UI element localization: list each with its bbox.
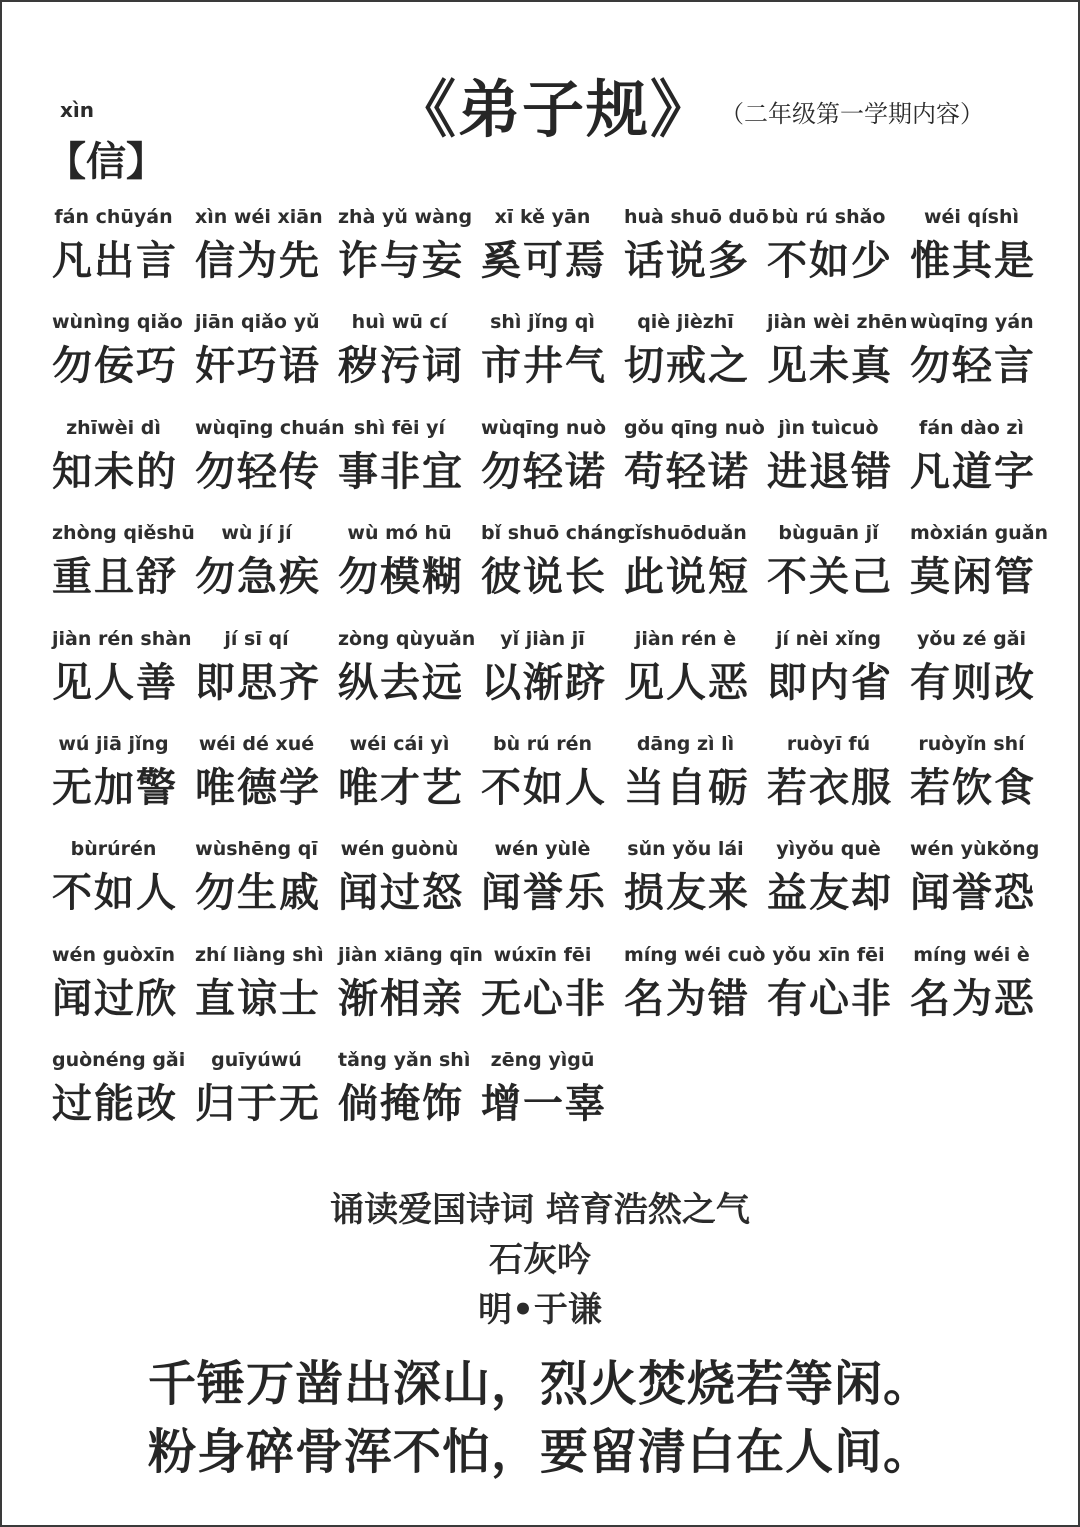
- verse-hanzi: 勿模糊: [338, 554, 464, 601]
- verse-pinyin: zēng yìgū: [490, 1049, 595, 1072]
- verse-cell: [195, 307, 338, 412]
- verse-pinyin: míng wéi cuò: [624, 943, 766, 966]
- verse-pinyin: fán dào zì: [919, 416, 1024, 439]
- verse-pinyin: wúxīn fēi: [493, 943, 592, 966]
- verse-cell: [624, 518, 767, 623]
- verse-pinyin: zhòng qiěshū: [52, 522, 195, 545]
- verse-hanzi: 以渐跻: [481, 659, 607, 706]
- verse-cell: [338, 940, 481, 1045]
- verse-pinyin: xī kě yān: [494, 206, 591, 228]
- verse-cell: [481, 940, 624, 1045]
- verse-hanzi: 无心非: [481, 975, 607, 1022]
- verse-cell: [52, 1045, 195, 1150]
- verse-pinyin: shì fēi yí: [353, 416, 446, 439]
- verse-cell: [767, 518, 910, 623]
- verse-pinyin: wùnìng qiǎo: [52, 311, 183, 334]
- verse-pinyin: yǐ jiàn jī: [500, 627, 585, 650]
- verse-cell: [624, 940, 767, 1045]
- verse-pinyin: ruòyǐn shí: [918, 732, 1025, 755]
- verse-hanzi: 有心非: [767, 975, 893, 1022]
- poem-title: 石灰吟: [489, 1240, 591, 1280]
- verse-hanzi: 损友来: [624, 870, 750, 917]
- section-pinyin: xìn: [60, 98, 94, 122]
- verse-cell: [195, 1045, 338, 1150]
- poem-author: 明•于谦: [478, 1290, 602, 1330]
- verse-pinyin: jìn tuìcuò: [778, 416, 879, 439]
- verse-pinyin: wén yùkǒng: [910, 838, 1040, 861]
- verse-pinyin: wùqīng yán: [910, 311, 1034, 334]
- verse-cell: [481, 729, 624, 834]
- verse-hanzi: 苟轻诺: [624, 448, 750, 495]
- verse-hanzi: 渐相亲: [338, 975, 464, 1022]
- verse-cell: [910, 834, 1053, 939]
- verse-hanzi: 若饮食: [910, 764, 1036, 811]
- verse-pinyin: jiàn xiāng qīn: [338, 943, 483, 966]
- verse-cell: [195, 518, 338, 623]
- verse-hanzi: 重且舒: [52, 554, 178, 601]
- verse-hanzi: 有则改: [910, 659, 1036, 706]
- verse-pinyin: wú jiā jǐng: [58, 732, 169, 755]
- page-title: 《弟子规》: [394, 73, 715, 146]
- verse-pinyin: wù jí jí: [221, 522, 292, 545]
- verse-cell: [910, 729, 1053, 834]
- verse-cell: [767, 624, 910, 729]
- verse-pinyin: jiàn rén è: [634, 627, 737, 650]
- grade-subtitle: （二年级第一学期内容）: [720, 100, 984, 128]
- verse-hanzi: 归于无: [195, 1081, 321, 1128]
- verse-cell: [481, 1045, 624, 1150]
- verse-grid: [52, 202, 1053, 1151]
- poem-line-2: 粉身碎骨浑不怕，要留清白在人间。: [147, 1424, 932, 1480]
- verse-hanzi: 见人善: [52, 659, 178, 706]
- poem-heading: 诵读爱国诗词 培育浩然之气: [330, 1190, 750, 1230]
- verse-cell: [338, 518, 481, 623]
- verse-hanzi: 见人恶: [624, 659, 750, 706]
- verse-pinyin: bǐ shuō cháng: [481, 522, 631, 545]
- verse-hanzi: 勿轻言: [910, 343, 1036, 390]
- verse-cell: [338, 307, 481, 412]
- verse-cell: [481, 834, 624, 939]
- verse-cell: [624, 202, 767, 307]
- verse-pinyin: mòxián guǎn: [910, 522, 1049, 545]
- verse-hanzi: 诈与妄: [338, 238, 464, 284]
- verse-hanzi: 不如人: [52, 870, 178, 917]
- verse-hanzi: 增一辜: [481, 1081, 607, 1128]
- verse-cell: [767, 413, 910, 518]
- verse-cell: [52, 413, 195, 518]
- verse-cell: [481, 307, 624, 412]
- verse-hanzi: 勿佞巧: [52, 343, 178, 390]
- verse-pinyin: wéi dé xué: [198, 732, 315, 755]
- verse-pinyin: wùshēng qī: [195, 838, 318, 861]
- verse-cell: [52, 940, 195, 1045]
- verse-cell: [52, 624, 195, 729]
- verse-pinyin: wù mó hū: [347, 522, 452, 545]
- verse-pinyin: huà shuō duō: [624, 206, 769, 228]
- verse-hanzi: 奸巧语: [195, 343, 321, 390]
- verse-pinyin: bù rú rén: [492, 732, 593, 755]
- verse-cell: [481, 413, 624, 518]
- verse-hanzi: 见未真: [767, 343, 893, 390]
- verse-pinyin: jiàn wèi zhēn: [767, 311, 908, 334]
- verse-hanzi: 市井气: [481, 343, 607, 390]
- verse-pinyin: guònéng gǎi: [52, 1049, 186, 1072]
- verse-cell: [624, 413, 767, 518]
- verse-hanzi: 凡出言: [52, 238, 178, 284]
- verse-hanzi: 不如人: [481, 764, 607, 811]
- verse-hanzi: 凡道字: [910, 448, 1036, 495]
- verse-hanzi: 闻过怒: [338, 870, 464, 917]
- verse-pinyin: míng wéi è: [913, 943, 1030, 966]
- verse-pinyin: wén guònù: [340, 838, 459, 861]
- verse-hanzi: 事非宜: [338, 448, 464, 495]
- verse-pinyin: qiè jièzhī: [637, 311, 734, 334]
- verse-cell: [195, 202, 338, 307]
- verse-hanzi: 名为恶: [910, 975, 1036, 1022]
- verse-cell: [195, 940, 338, 1045]
- verse-hanzi: 彼说长: [481, 554, 607, 601]
- verse-cell: [195, 834, 338, 939]
- verse-cell: [767, 834, 910, 939]
- verse-cell: [910, 202, 1053, 307]
- verse-pinyin: ruòyī fú: [786, 732, 871, 755]
- verse-hanzi: 知未的: [52, 448, 178, 495]
- verse-cell: [910, 518, 1053, 623]
- verse-pinyin: jí nèi xǐng: [775, 627, 882, 650]
- verse-cell: [195, 624, 338, 729]
- verse-cell: [481, 518, 631, 623]
- verse-pinyin: zhīwèi dì: [66, 416, 161, 439]
- verse-pinyin: wén yùlè: [494, 838, 591, 861]
- verse-pinyin: yǒu xīn fēi: [772, 943, 885, 966]
- verse-hanzi: 唯德学: [195, 764, 321, 811]
- verse-pinyin: gǒu qīng nuò: [624, 416, 765, 439]
- verse-pinyin: wùqīng chuán: [195, 416, 345, 439]
- verse-pinyin: bù rú shǎo: [771, 206, 886, 228]
- verse-pinyin: tǎng yǎn shì: [338, 1049, 471, 1072]
- verse-pinyin: shì jǐng qì: [490, 311, 595, 334]
- verse-pinyin: wéi cái yì: [349, 732, 450, 755]
- verse-hanzi: 名为错: [624, 975, 750, 1022]
- verse-pinyin: bùrúrén: [70, 838, 157, 861]
- verse-pinyin: cǐshuōduǎn: [624, 522, 747, 545]
- verse-cell: [910, 624, 1053, 729]
- verse-pinyin: zòng qùyuǎn: [338, 627, 476, 650]
- verse-hanzi: 直谅士: [195, 975, 321, 1022]
- verse-cell: [52, 834, 195, 939]
- verse-cell: [52, 729, 195, 834]
- verse-pinyin: huì wū cí: [351, 311, 448, 334]
- verse-pinyin: wéi qíshì: [923, 206, 1020, 228]
- verse-pinyin: jí sī qí: [224, 627, 289, 650]
- verse-cell: [767, 202, 910, 307]
- verse-cell: [624, 834, 767, 939]
- verse-hanzi: 不关己: [767, 554, 893, 601]
- section-label: 【信】: [46, 139, 166, 185]
- verse-cell: [338, 202, 481, 307]
- verse-hanzi: 闻誉恐: [910, 870, 1036, 917]
- verse-pinyin: jiān qiǎo yǔ: [195, 311, 320, 334]
- verse-pinyin: zhí liàng shì: [195, 943, 324, 966]
- verse-cell: [910, 307, 1053, 412]
- verse-pinyin: zhà yǔ wàng: [338, 206, 473, 228]
- verse-cell: [195, 729, 338, 834]
- verse-pinyin: guīyúwú: [211, 1049, 302, 1072]
- verse-pinyin: dāng zì lì: [636, 732, 735, 755]
- verse-hanzi: 即内省: [767, 659, 893, 706]
- verse-pinyin: yìyǒu què: [776, 838, 881, 861]
- verse-cell: [195, 413, 345, 518]
- verse-hanzi: 奚可焉: [481, 238, 607, 284]
- verse-cell: [481, 624, 624, 729]
- verse-hanzi: 惟其是: [910, 238, 1036, 284]
- verse-hanzi: 此说短: [624, 554, 750, 601]
- poem-line-1: 千锤万凿出深山，烈火焚烧若等闲。: [147, 1356, 932, 1412]
- verse-cell: [338, 624, 481, 729]
- verse-hanzi: 勿急疾: [195, 554, 321, 601]
- verse-cell: [767, 940, 910, 1045]
- verse-cell: [52, 518, 195, 623]
- verse-cell: [624, 624, 767, 729]
- verse-hanzi: 闻过欣: [52, 975, 178, 1022]
- verse-cell: [910, 940, 1053, 1045]
- verse-pinyin: yǒu zé gǎi: [916, 627, 1027, 650]
- verse-cell: [481, 202, 624, 307]
- verse-cell: [767, 307, 910, 412]
- verse-hanzi: 话说多: [624, 238, 750, 284]
- verse-cell: [338, 413, 481, 518]
- verse-hanzi: 莫闲管: [910, 554, 1036, 601]
- verse-pinyin: jiàn rén shàn: [52, 627, 192, 650]
- verse-cell: [910, 413, 1053, 518]
- verse-cell: [767, 729, 910, 834]
- verse-hanzi: 切戒之: [624, 343, 750, 390]
- verse-cell: [52, 307, 195, 412]
- verse-hanzi: 勿生戚: [195, 870, 321, 917]
- verse-hanzi: 闻誉乐: [481, 870, 607, 917]
- verse-hanzi: 不如少: [767, 238, 893, 284]
- verse-hanzi: 益友却: [767, 870, 893, 917]
- verse-hanzi: 若衣服: [767, 764, 893, 811]
- verse-cell: [52, 202, 195, 307]
- verse-hanzi: 无加警: [52, 764, 178, 811]
- verse-pinyin: xìn wéi xiān: [195, 206, 323, 228]
- verse-hanzi: 唯才艺: [338, 764, 464, 811]
- verse-cell: [338, 1045, 481, 1150]
- verse-pinyin: wùqīng nuò: [481, 416, 607, 439]
- verse-pinyin: sǔn yǒu lái: [627, 838, 744, 861]
- verse-pinyin: fán chūyán: [54, 206, 173, 228]
- verse-pinyin: bùguān jǐ: [778, 522, 879, 545]
- verse-hanzi: 当自砺: [624, 764, 750, 811]
- verse-cell: [338, 729, 481, 834]
- verse-hanzi: 纵去远: [338, 659, 464, 706]
- verse-hanzi: 过能改: [52, 1081, 178, 1128]
- verse-hanzi: 倘掩饰: [338, 1081, 464, 1128]
- verse-hanzi: 秽污词: [338, 343, 464, 390]
- verse-cell: [338, 834, 481, 939]
- verse-cell: [624, 307, 767, 412]
- verse-hanzi: 信为先: [195, 238, 321, 284]
- verse-hanzi: 勿轻传: [195, 448, 321, 495]
- verse-cell: [624, 729, 767, 834]
- verse-pinyin: wén guòxīn: [52, 943, 176, 966]
- verse-hanzi: 即思齐: [195, 659, 321, 706]
- verse-hanzi: 进退错: [767, 448, 893, 495]
- verse-hanzi: 勿轻诺: [481, 448, 607, 495]
